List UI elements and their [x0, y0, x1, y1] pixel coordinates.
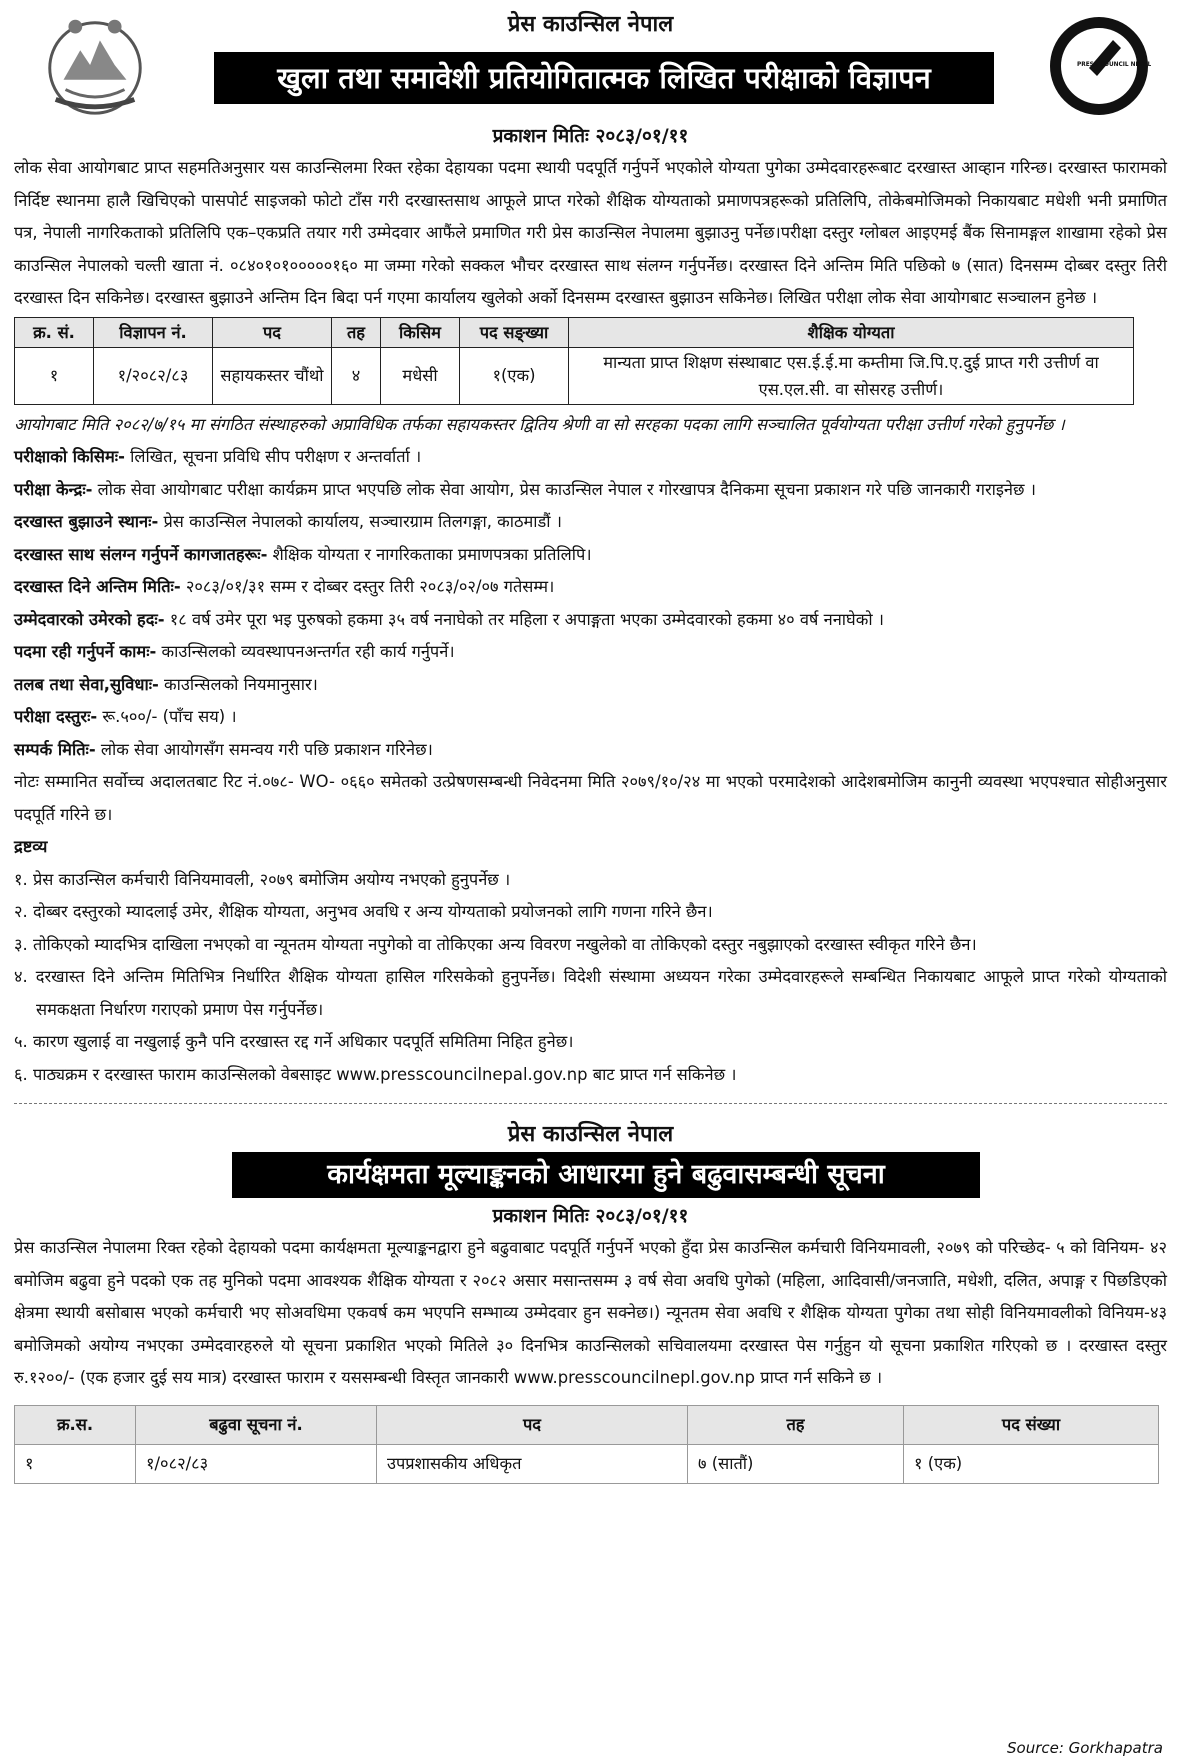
notice2-body-paragraph: प्रेस काउन्सिल नेपालमा रिक्त रहेको देहायको पदमा कार्यक्षमता मूल्याङ्कनद्वारा हुने बढुवाबाट पदपूर्ति गर्नुपर्ने भएको हुँदा प्रेस काउन्सिल कर्मचारी विनियमावली, २०७९ को परिच्छेद- ५ को विनियम- ४२ बमोजिम बढुवा हुने पदको एक तह मुनिको पदमा आवश्यक शैक्षिक योग्यता र २०८२ असार मसान्तसम्म ३ वर्ष सेवा अवधि पुगेको (महिला, आदिवासी/जनजाति, मधेशी, दलित, अपाङ्ग र पिछडिएको क्षेत्रमा स्थायी बसोबास भएको कर्मचारी भए सोअवधिमा एकवर्ष कम भएपनि सम्भाव्य उम्मेदवार हुन सक्नेछ।) न्यूनतम सेवा अवधि र शैक्षिक योग्यता पुगेका तथा सोही विनियमावलीको विनियम-४३ बमोजिमको अयोग्य नभएका उम्मेदवारहरुले यो सूचना प्रकाशित भएको मितिले ३० दिनभित्र काउन्सिलको सचिवालयमा दरखास्त पेस गर्नुहुन यो सूचना प्रकाशित गरिएको छ । दरखास्त दस्तुर रु.१२००/- (एक हजार दुई सय मात्र) दरखास्त फाराम र यससम्बन्धी विस्तृत जानकारी www.presscouncilnepl.gov.np प्राप्त गर्न सकिने छ ।: [14, 1238, 1167, 1387]
field-value: २०८३/०१/३१ सम्म र दोब्बर दस्तुर तिरी २०८३/०२/०७ गतेसम्म।: [180, 577, 555, 596]
table-cell: १: [15, 347, 94, 404]
table-header-cell: शैक्षिक योग्यता: [569, 317, 1134, 347]
notice2-header: [14, 1118, 1167, 1190]
remarks-heading: द्रष्टव्य: [14, 837, 48, 856]
table-row: [15, 347, 1134, 404]
field-job-duties: [14, 636, 1167, 669]
remarks-item: ५. कारण खुलाई वा नखुलाई कुनै पनि दरखास्त रद्द गर्ने अधिकार पदपूर्ति समितिमा निहित हुनेछ।: [14, 1032, 574, 1051]
table-cell: १(एक): [460, 347, 569, 404]
field-salary-benefits: [14, 669, 1167, 702]
table-header-cell: बढुवा सूचना नं.: [136, 1405, 377, 1444]
field-exam-center: [14, 474, 1167, 507]
table-header-cell: क्र.स.: [15, 1405, 136, 1444]
notice2-promotion-table: [14, 1405, 1159, 1484]
table-header-cell: पद: [213, 317, 332, 347]
table-cell: सहायकस्तर चौंथो: [213, 347, 332, 404]
table-cell: १ (एक): [904, 1444, 1159, 1483]
source-credit: Source: Gorkhapatra: [1007, 1739, 1163, 1757]
field-label: परीक्षा केन्द्रः-: [14, 479, 93, 499]
remarks-item: १. प्रेस काउन्सिल कर्मचारी विनियमावली, २०७९ बमोजिम अयोग्य नभएको हुनुपर्नेछ ।: [14, 869, 511, 889]
field-submission-place: [14, 506, 1167, 539]
field-age-limit: [14, 604, 1167, 637]
field-required-documents: [14, 539, 1167, 572]
field-label: परीक्षा दस्तुरः-: [14, 707, 98, 726]
field-value: काउन्सिलको नियमानुसार।: [158, 674, 318, 694]
field-label: परीक्षाको किसिमः-: [14, 447, 125, 466]
remarks-item: ४. दरखास्त दिने अन्तिम मितिभित्र निर्धारित शैक्षिक योग्यता हासिल गरिसकेको हुनुपर्नेछ। विदेशी संस्थामा अध्ययन गरेका उम्मेदवारहरूले सम्बन्धित निकायबाट आफूले प्राप्त गरेको योग्यताको समकक्षता निर्धारण गराएको प्रमाण पेस गर्नुपर्नेछ।: [14, 967, 1167, 1019]
remarks-item: ६. पाठ्यक्रम र दरखास्त फाराम काउन्सिलको वेबसाइट www.presscouncilnepal.gov.np बाट प्राप्त गर्न सकिनेछ ।: [14, 1064, 737, 1084]
table-cell: ४: [332, 347, 381, 404]
table-cell: १/२०८२/८३: [94, 347, 213, 404]
field-label: पदमा रही गर्नुपर्ने कामः-: [14, 642, 157, 661]
organization-name: प्रेस काउन्सिल नेपाल: [507, 12, 674, 37]
table-header-cell: किसिम: [381, 317, 460, 347]
field-label: तलब तथा सेवा,सुविधाः-: [14, 674, 159, 694]
field-value: शैक्षिक योग्यता र नागरिकताका प्रमाणपत्रका प्रतिलिपि।: [267, 544, 592, 564]
field-value: प्रेस काउन्सिल नेपालको कार्यालय, सञ्चारग्राम तिलगङ्गा, काठमाडौं ।: [158, 512, 562, 531]
table-header-cell: क्र. सं.: [15, 317, 94, 347]
field-value: लोक सेवा आयोगसँग समन्वय गरी पछि प्रकाशन गरिनेछ।: [95, 739, 433, 759]
notice2-publication-date: प्रकाशन मितिः २०८३/०१/११: [492, 1205, 689, 1227]
table-cell: मान्यता प्राप्त शिक्षण संस्थाबाट एस.ई.ई.मा कम्तीमा जि.पि.ए.दुई प्राप्त गरी उत्तीर्ण वा एस.एल.सी. वा सोसरह उत्तीर्ण।: [569, 347, 1134, 404]
press-council-logo-icon: [1047, 14, 1151, 118]
field-value: लोक सेवा आयोगबाट परीक्षा कार्यक्रम प्राप्त भएपछि लोक सेवा आयोग, प्रेस काउन्सिल नेपाल र गोरखापत्र दैनिकमा सूचना प्रकाशन गरे पछि जानकारी गराइनेछ ।: [92, 479, 1036, 499]
notice-divider: [14, 1103, 1167, 1104]
remarks-item: २. दोब्बर दस्तुरको म्यादलाई उमेर, शैक्षिक योग्यता, अनुभव अवधि र अन्य योग्यताको प्रयोजनको लागि गणना गरिने छैन।: [14, 902, 713, 921]
notice1-publication-date: प्रकाशन मितिः २०८३/०१/११: [492, 125, 689, 147]
table-cell: १: [15, 1444, 136, 1483]
table-cell: मधेसी: [381, 347, 460, 404]
field-exam-type: [14, 441, 1167, 474]
table-header-cell: विज्ञापन नं.: [94, 317, 213, 347]
table-header-cell: पद: [377, 1405, 688, 1444]
table-cell: ७ (सातौं): [688, 1444, 904, 1483]
table-header-cell: तह: [688, 1405, 904, 1444]
table-header-row: [15, 1405, 1159, 1444]
notice1-eligibility-note: आयोगबाट मिति २०८२/७/१५ मा संगठित संस्थाहरुको अप्राविधिक तर्फका सहायकस्तर द्वितिय श्रेणी वा सो सरहका पदका लागि सञ्चालित पूर्वयोग्यता परीक्षा उत्तीर्ण गरेको हुनुपर्नेछ ।: [14, 414, 1065, 434]
table-header-row: [15, 317, 1134, 347]
table-header-cell: तह: [332, 317, 381, 347]
field-value: काउन्सिलको व्यवस्थापनअन्तर्गत रही कार्य गर्नुपर्ने।: [156, 642, 455, 661]
notice1-title: खुला तथा समावेशी प्रतियोगितात्मक लिखित परीक्षाको विज्ञापन: [214, 52, 994, 104]
field-contact-date: [14, 734, 1167, 767]
notice1-header: [14, 0, 1167, 122]
table-cell: १/०८२/८३: [136, 1444, 377, 1483]
table-header-cell: पद संख्या: [904, 1405, 1159, 1444]
notice1-vacancy-table: [14, 317, 1134, 405]
field-last-date: [14, 571, 1167, 604]
field-exam-fee: [14, 701, 1167, 734]
field-value: १८ वर्ष उमेर पूरा भइ पुरुषको हकमा ३५ वर्ष ननाघेको तर महिला र अपाङ्गता भएका उम्मेदवारको हकमा ४० वर्ष ननाघेको ।: [164, 609, 884, 629]
table-cell: उपप्रशासकीय अधिकृत: [377, 1444, 688, 1483]
field-label: उम्मेदवारको उमेरको हदः-: [14, 609, 165, 629]
organization-name: प्रेस काउन्सिल नेपाल: [507, 1122, 674, 1147]
press-council-logo-text: PRESS COUNCIL NEPAL: [1077, 62, 1151, 68]
field-label: सम्पर्क मितिः-: [14, 739, 96, 759]
field-label: दरखास्त बुझाउने स्थानः-: [14, 512, 159, 531]
notice1-court-note: नोटः सम्मानित सर्वोच्च अदालतबाट रिट नं.०७८- WO- ०६६० समेतको उत्प्रेषणसम्बन्धी निवेदनमा मिति २०७९/१०/२४ मा भएको परमादेशको आदेशबमोजिम कानुनी व्यवस्था भएपश्चात सोहीअनुसार पदपूर्ति गरिने छ।: [14, 772, 1167, 824]
field-value: रू.५००/- (पाँच सय) ।: [97, 707, 237, 726]
notice1-intro-paragraph: लोक सेवा आयोगबाट प्राप्त सहमतिअनुसार यस काउन्सिलमा रिक्त रहेका देहायका पदमा स्थायी पदपूर्ति गर्नुपर्ने भएकोले योग्यता पुगेका उम्मेदवारहरूबाट दरखास्त आव्हान गरिन्छ। दरखास्त फारामको निर्दिष्ट स्थानमा हालै खिचिएको पासपोर्ट साइजको फोटो टाँस गरी दरखास्तसाथ आफूले प्राप्त गरेको शैक्षिक योग्यताको प्रमाणपत्रहरूको प्रतिलिपि, तोकेबमोजिमको निकायबाट मधेशी भनी प्रमाणित पत्र, नेपाली नागरिकताको प्रतिलिपि एक–एकप्रति तयार गरी उम्मेदवार आफैंले प्रमाणित गरी प्रेस काउन्सिल नेपालमा बुझाउनु पर्नेछ।परीक्षा दस्तुर ग्लोबल आइएमई बैंक सिनामङ्गल शाखामा रहेको प्रेस काउन्सिल नेपालको चल्ती खाता नं. ०८४०१०१०००००१६० मा जम्मा गरेको सक्कल भौचर दरखास्त साथ संलग्न गर्नुपर्नेछ। दरखास्त दिने अन्तिम मिति पछिको ७ (सात) दिनसम्म दोब्बर दस्तुर तिरी दरखास्त दिन सकिनेछ। दरखास्त बुझाउने अन्तिम दिन बिदा पर्न गएमा कार्यालय खुलेको अर्को दिनसम्म दरखास्त बुझाउन सकिनेछ। लिखित परीक्षा लोक सेवा आयोगबाट सञ्चालन हुनेछ ।: [14, 158, 1167, 307]
notice2-title: कार्यक्षमता मूल्याङ्कनको आधारमा हुने बढुवासम्बन्धी सूचना: [232, 1152, 980, 1198]
field-label: दरखास्त दिने अन्तिम मितिः-: [14, 577, 181, 596]
table-header-cell: पद सङ्ख्या: [460, 317, 569, 347]
table-row: [15, 1444, 1159, 1483]
remarks-item: ३. तोकिएको म्यादभित्र दाखिला नभएको वा न्यूनतम योग्यता नपुगेको वा तोकिएका अन्य विवरण नखुलेको वा तोकिएको दस्तुर नबुझाएको दरखास्त स्वीकृत गरिने छैन।: [14, 934, 977, 954]
field-label: दरखास्त साथ संलग्न गर्नुपर्ने कागजातहरूः-: [14, 544, 268, 564]
field-value: लिखित, सूचना प्रविधि सीप परीक्षण र अन्तर्वार्ता ।: [124, 447, 422, 466]
